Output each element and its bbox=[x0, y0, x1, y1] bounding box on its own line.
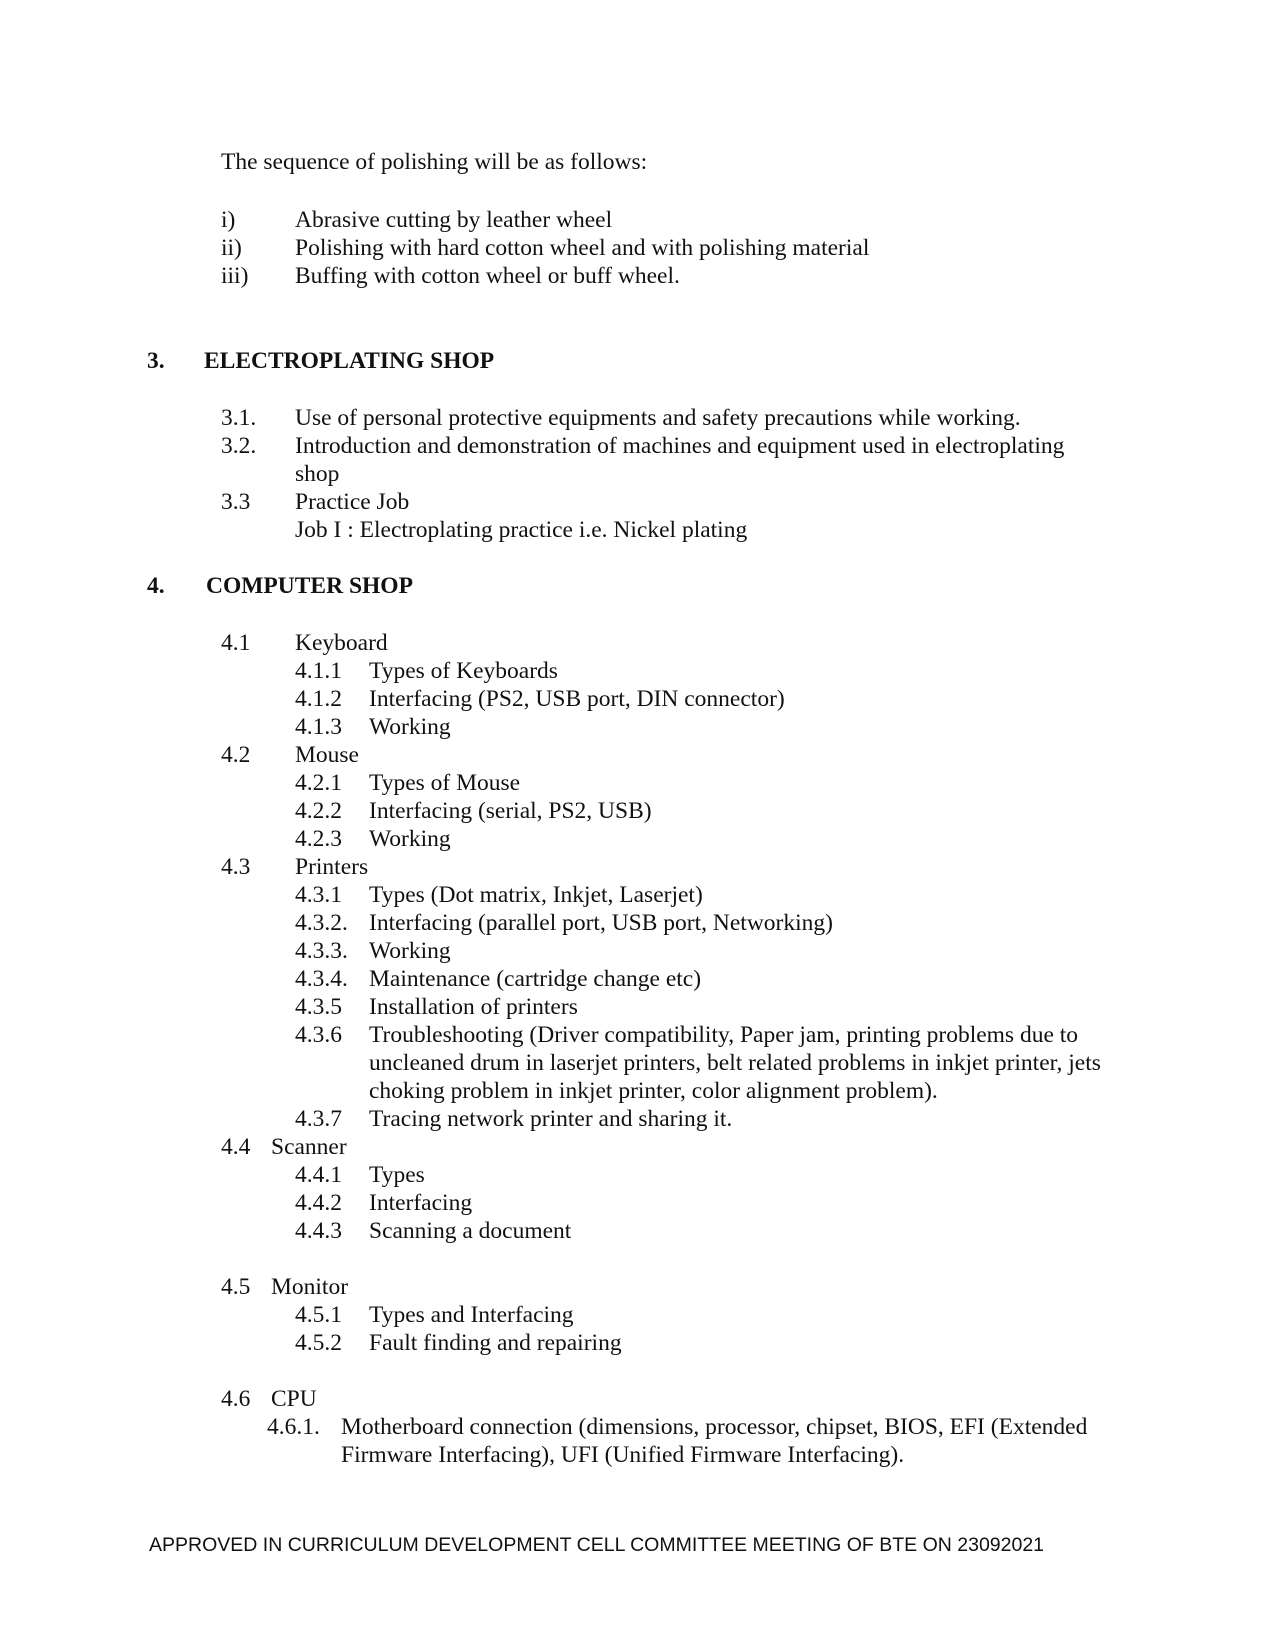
list-item-text: shop bbox=[295, 461, 340, 487]
list-item-text: Job I : Electroplating practice i.e. Nickel plating bbox=[295, 517, 748, 543]
list-item-text: Installation of printers bbox=[369, 994, 578, 1020]
list-item-number: 4.4.2 bbox=[295, 1190, 342, 1216]
list-item-text: Types bbox=[369, 1162, 425, 1188]
section-heading: COMPUTER SHOP bbox=[206, 573, 413, 599]
list-item-text: Interfacing (parallel port, USB port, Networking) bbox=[369, 910, 833, 936]
list-item-text: Types of Mouse bbox=[369, 770, 521, 796]
list-item-number: 4.5.1 bbox=[295, 1302, 342, 1328]
list-item-number: 4.3.1 bbox=[295, 882, 342, 908]
list-item-text: Abrasive cutting by leather wheel bbox=[295, 207, 613, 233]
list-item-text: Practice Job bbox=[295, 489, 410, 515]
subsection-title: Keyboard bbox=[295, 630, 388, 656]
section-heading: ELECTROPLATING SHOP bbox=[204, 348, 495, 374]
list-item-text: Working bbox=[369, 938, 451, 964]
list-item-number: 4.3.6 bbox=[295, 1022, 342, 1048]
list-item-text: uncleaned drum in laserjet printers, belt related problems in inkjet printer, jets bbox=[369, 1050, 1101, 1076]
list-item-text: Troubleshooting (Driver compatibility, Paper jam, printing problems due to bbox=[369, 1022, 1079, 1048]
list-item-text: Types and Interfacing bbox=[369, 1302, 574, 1328]
list-item-text: Tracing network printer and sharing it. bbox=[369, 1106, 733, 1132]
list-item-number: ii) bbox=[221, 235, 242, 261]
list-item-number: iii) bbox=[221, 263, 249, 289]
list-item-number: 4.2.3 bbox=[295, 826, 342, 852]
section-number: 3. bbox=[147, 348, 165, 374]
list-item-number: 3.2. bbox=[221, 433, 257, 459]
list-item-text: choking problem in inkjet printer, color alignment problem). bbox=[369, 1078, 938, 1104]
list-item-number: 4.1.3 bbox=[295, 714, 342, 740]
list-item-text: Buffing with cotton wheel or buff wheel. bbox=[295, 263, 680, 289]
list-item-number: 3.1. bbox=[221, 405, 257, 431]
list-item-text: Working bbox=[369, 714, 451, 740]
subsection-number: 4.4 bbox=[221, 1134, 251, 1160]
list-item-text: Interfacing (serial, PS2, USB) bbox=[369, 798, 652, 824]
subsection-number: 4.1 bbox=[221, 630, 251, 656]
list-item-text: Scanning a document bbox=[369, 1218, 572, 1244]
subsection-title: Monitor bbox=[271, 1274, 349, 1300]
subsection-number: 4.6 bbox=[221, 1386, 251, 1412]
list-item-number: 4.4.3 bbox=[295, 1218, 342, 1244]
list-item-text: Types (Dot matrix, Inkjet, Laserjet) bbox=[369, 882, 703, 908]
list-item-number: 4.4.1 bbox=[295, 1162, 342, 1188]
list-item-number: 4.3.2. bbox=[295, 910, 348, 936]
subsection-title: Mouse bbox=[295, 742, 359, 768]
list-item-text: Fault finding and repairing bbox=[369, 1330, 622, 1356]
list-item-text: Interfacing bbox=[369, 1190, 473, 1216]
list-item-text: Firmware Interfacing), UFI (Unified Firmware Interfacing). bbox=[341, 1442, 905, 1468]
list-item-number: 4.3.5 bbox=[295, 994, 342, 1020]
list-item-number: 4.1.2 bbox=[295, 686, 342, 712]
subsection-title: Printers bbox=[295, 854, 369, 880]
section-number: 4. bbox=[147, 573, 165, 599]
list-item-text: Use of personal protective equipments and safety precautions while working. bbox=[295, 405, 1021, 431]
subsection-number: 4.5 bbox=[221, 1274, 251, 1300]
list-item-number: 4.1.1 bbox=[295, 658, 342, 684]
list-item-number: 4.3.7 bbox=[295, 1106, 342, 1132]
subsection-number: 4.2 bbox=[221, 742, 251, 768]
list-item-number: 4.5.2 bbox=[295, 1330, 342, 1356]
list-item-text: Types of Keyboards bbox=[369, 658, 558, 684]
list-item-number: i) bbox=[221, 207, 236, 233]
list-item-number: 4.6.1. bbox=[267, 1414, 320, 1440]
list-item-number: 4.3.4. bbox=[295, 966, 348, 992]
list-item-text: Motherboard connection (dimensions, processor, chipset, BIOS, EFI (Extended bbox=[341, 1414, 1088, 1440]
page-footer: APPROVED IN CURRICULUM DEVELOPMENT CELL COMMITTEE MEETING OF BTE ON 23092021 bbox=[149, 1534, 1045, 1556]
list-item-number: 4.3.3. bbox=[295, 938, 348, 964]
list-item-text: Interfacing (PS2, USB port, DIN connector) bbox=[369, 686, 785, 712]
subsection-number: 4.3 bbox=[221, 854, 251, 880]
list-item-number: 4.2.2 bbox=[295, 798, 342, 824]
list-item-number: 3.3 bbox=[221, 489, 251, 515]
subsection-title: CPU bbox=[271, 1386, 317, 1412]
list-item-text: Maintenance (cartridge change etc) bbox=[369, 966, 702, 992]
list-item-text: Introduction and demonstration of machines and equipment used in electroplating bbox=[295, 433, 1065, 459]
list-item-number: 4.2.1 bbox=[295, 770, 342, 796]
list-item-text: Polishing with hard cotton wheel and with polishing material bbox=[295, 235, 870, 261]
list-item-text: Working bbox=[369, 826, 451, 852]
subsection-title: Scanner bbox=[271, 1134, 347, 1160]
intro-text: The sequence of polishing will be as follows: bbox=[221, 149, 648, 175]
